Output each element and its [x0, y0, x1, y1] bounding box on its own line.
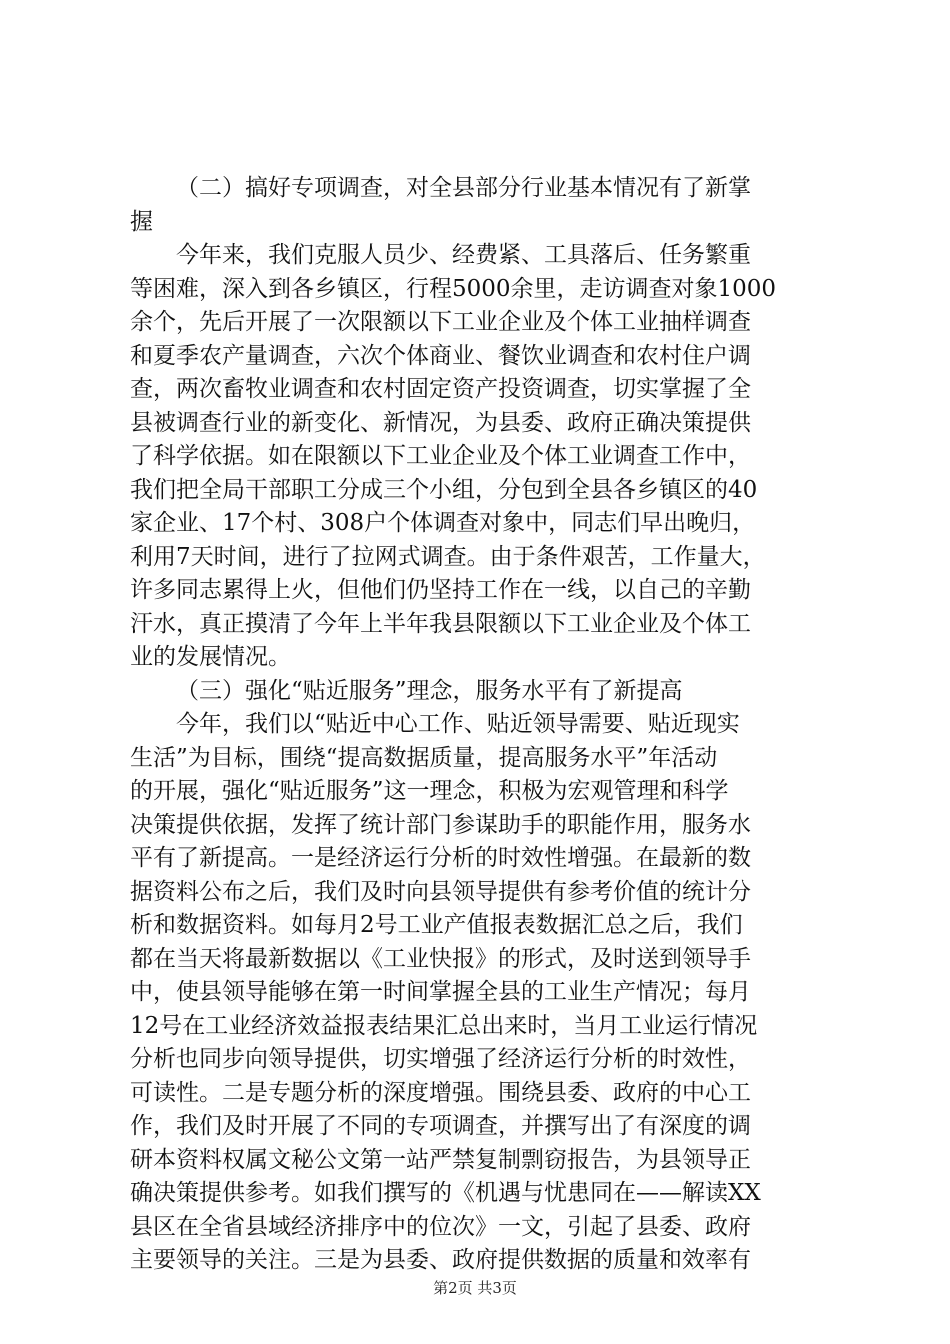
paragraph-line: 利用7天时间，进行了拉网式调查。由于条件艰苦，工作量大，: [130, 543, 766, 570]
paragraph-line: 主要领导的关注。三是为县委、政府提供数据的质量和效率有: [130, 1247, 751, 1273]
paragraph-line: 都在当天将最新数据以《工业快报》的形式，及时送到领导手: [130, 945, 751, 972]
paragraph-line: 许多同志累得上火，但他们仍坚持工作在一线，以自己的辛勤: [130, 577, 751, 603]
heading-section-3: （三）强化“贴近服务”理念，服务水平有了新提高: [176, 677, 683, 704]
paragraph-line: 析和数据资料。如每月2号工业产值报表数据汇总之后，我们: [130, 912, 743, 938]
paragraph-line: 12号在工业经济效益报表结果汇总出来时，当月工业运行情况: [130, 1012, 758, 1039]
document-body: [130, 172, 830, 1278]
paragraph-line: 等困难，深入到各乡镇区，行程5000余里，走访调查对象1000: [130, 275, 777, 302]
paragraph-line: 余个，先后开展了一次限额以下工业企业及个体工业抽样调查: [130, 309, 751, 335]
paragraph-line: 可读性。二是专题分析的深度增强。围绕县委、政府的中心工: [130, 1079, 751, 1106]
paragraph-line: 分析也同步向领导提供，切实增强了经济运行分析的时效性，: [130, 1046, 751, 1072]
paragraph-line: 和夏季农产量调查，六次个体商业、餐饮业调查和农村住户调: [130, 342, 751, 369]
paragraph-line: 确决策提供参考。如我们撰写的《机遇与忧患同在——解读XX: [130, 1180, 761, 1206]
paragraph-line: 今年来，我们克服人员少、经费紧、工具落后、任务繁重: [176, 242, 751, 268]
paragraph-line: 生活”为目标，围绕“提高数据质量，提高服务水平”年活动: [130, 744, 718, 771]
paragraph-line: 中，使县领导能够在第一时间掌握全县的工业生产情况；每月: [130, 979, 751, 1005]
paragraph-line: 家企业、17个村、308户个体调查对象中，同志们早出晚归，: [130, 510, 756, 536]
paragraph-line: 县区在全省县域经济排序中的位次》一文，引起了县委、政府: [130, 1213, 751, 1240]
paragraph-line: 研本资料权属文秘公文第一站严禁复制剽窃报告，为县领导正: [130, 1146, 751, 1173]
heading-section-2: （二）搞好专项调查，对全县部分行业基本情况有了新掌: [176, 175, 751, 201]
page-number-footer: 第2页 共3页: [433, 1279, 517, 1297]
paragraph-line: 的开展，强化“贴近服务”这一理念，积极为宏观管理和科学: [130, 778, 729, 804]
paragraph-line: 查，两次畜牧业调查和农村固定资产投资调查，切实掌握了全: [130, 376, 751, 402]
paragraph-line: 今年，我们以“贴近中心工作、贴近领导需要、贴近现实: [176, 711, 740, 737]
paragraph-line: 了科学依据。如在限额以下工业企业及个体工业调查工作中，: [130, 443, 751, 469]
paragraph-line: 汗水，真正摸清了今年上半年我县限额以下工业企业及个体工: [130, 610, 751, 637]
paragraph-line: 业的发展情况。: [130, 644, 291, 670]
paragraph-line: 平有了新提高。一是经济运行分析的时效性增强。在最新的数: [130, 845, 751, 871]
paragraph-line: 作，我们及时开展了不同的专项调查，并撰写出了有深度的调: [130, 1113, 751, 1139]
paragraph-line: 我们把全局干部职工分成三个小组，分包到全县各乡镇区的40: [130, 476, 758, 503]
paragraph-line: 县被调查行业的新变化、新情况，为县委、政府正确决策提供: [130, 409, 751, 436]
paragraph-line: 决策提供依据，发挥了统计部门参谋助手的职能作用，服务水: [130, 811, 751, 838]
paragraph-line: 据资料公布之后，我们及时向县领导提供有参考价值的统计分: [130, 878, 751, 905]
heading-section-2-cont: 握: [130, 208, 153, 235]
